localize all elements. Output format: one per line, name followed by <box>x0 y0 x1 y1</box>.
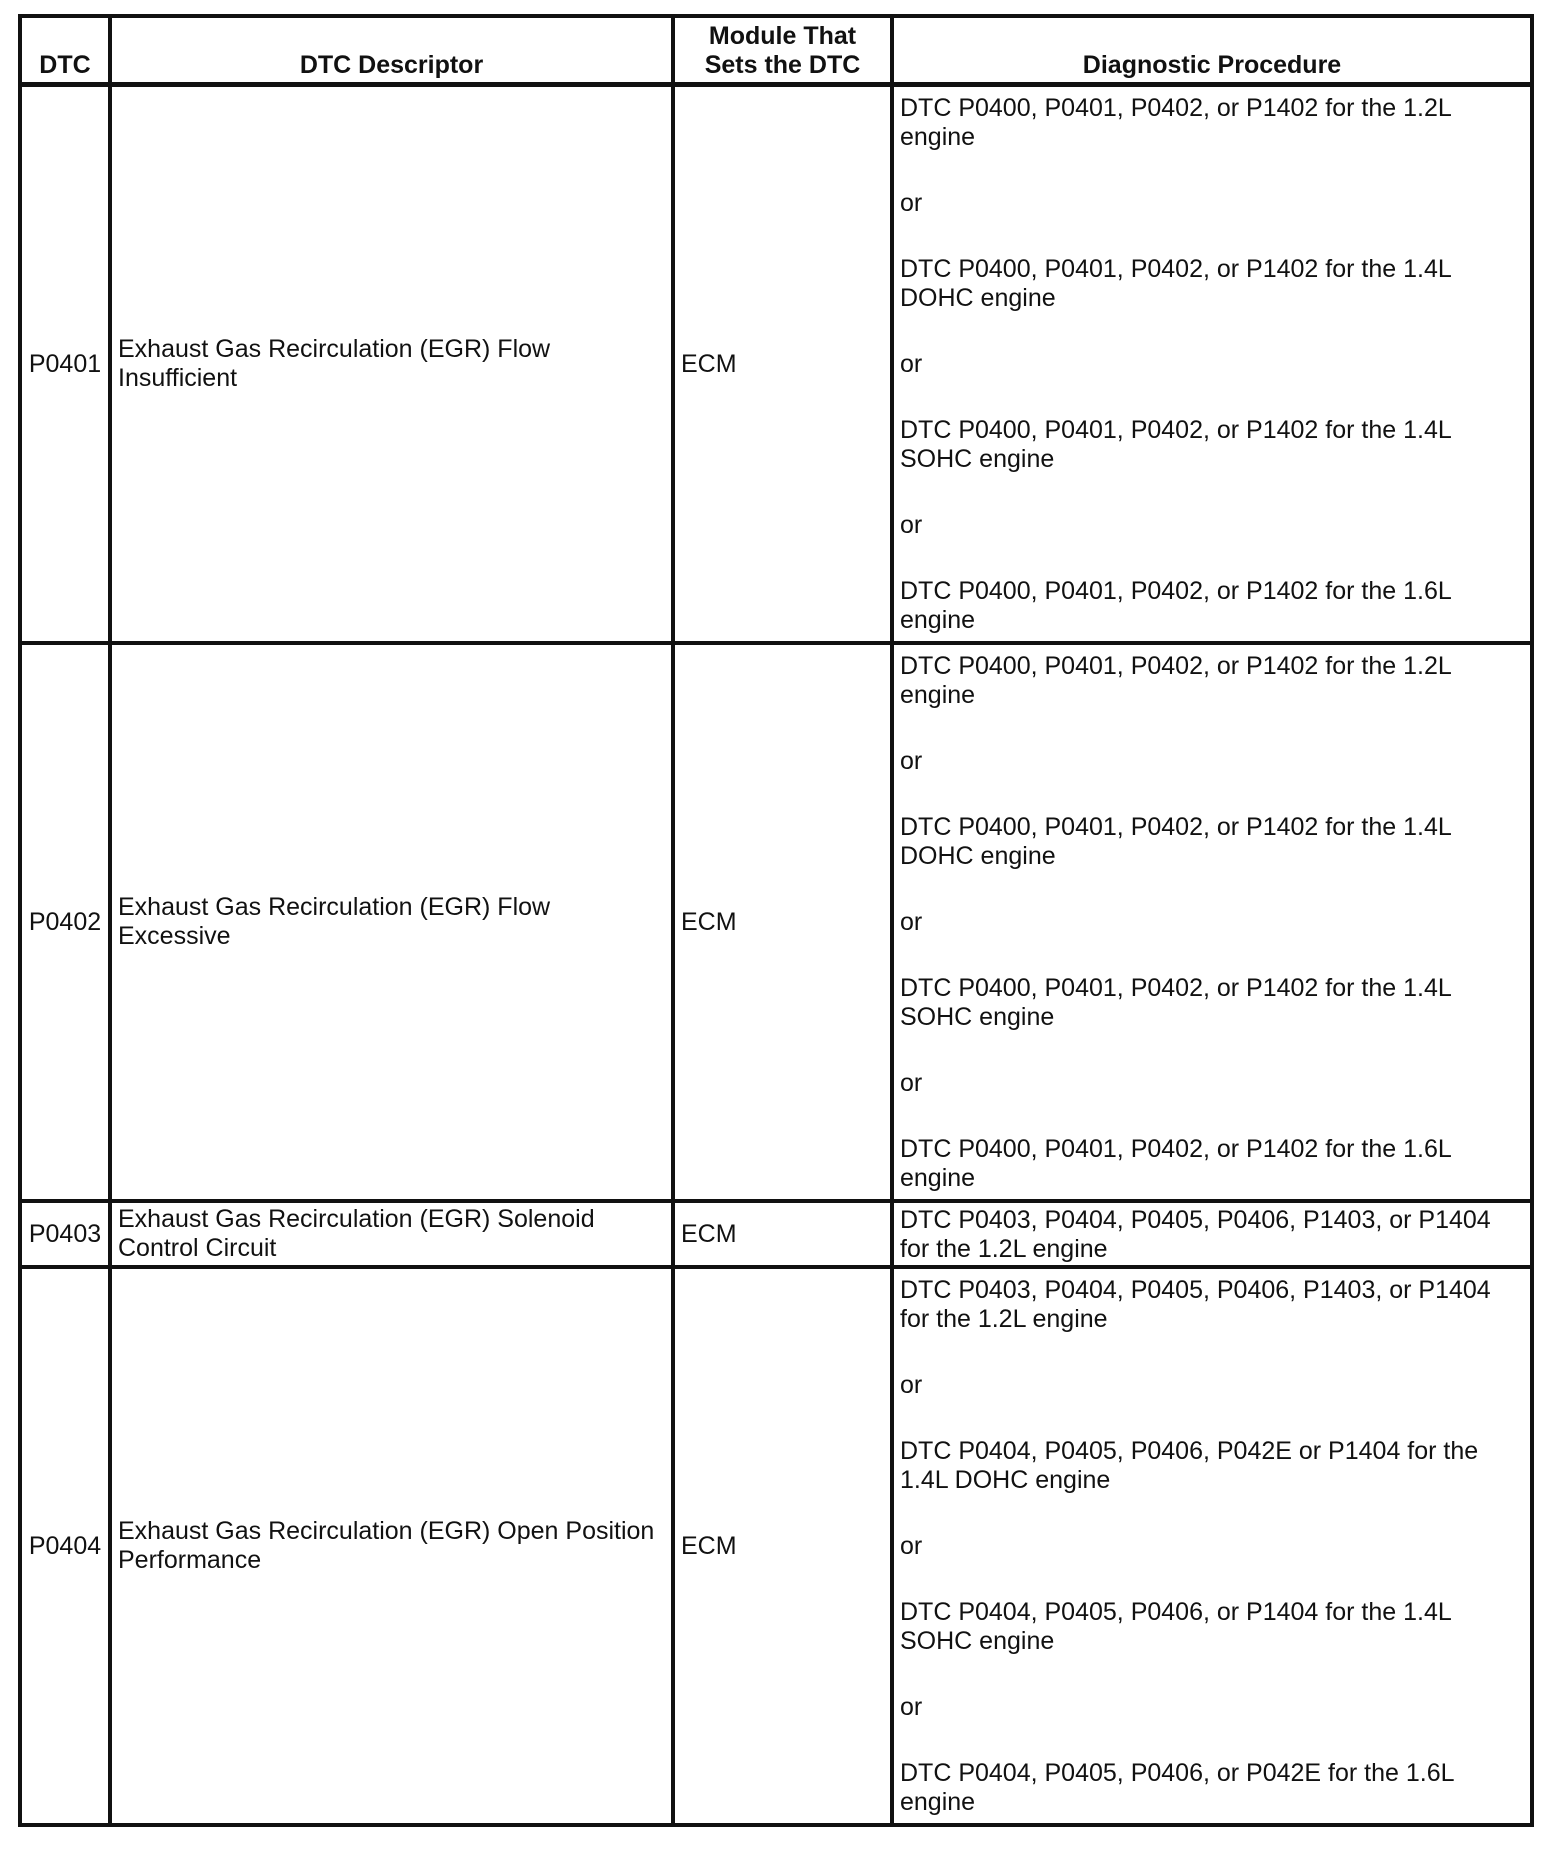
or-separator: or <box>900 1068 923 1097</box>
or-separator: or <box>900 907 923 936</box>
dtc-table <box>18 14 1534 1827</box>
or-separator: or <box>900 188 923 217</box>
or-separator: or <box>900 1692 923 1721</box>
procedure-link[interactable]: DTC P0404, P0405, P0406, P042E or P1404 for the 1.4L DOHC engine <box>900 1436 1479 1494</box>
procedure-link[interactable]: DTC P0403, P0404, P0405, P0406, P1403, or P1404 for the 1.2L engine <box>900 1275 1491 1333</box>
header-descriptor: DTC Descriptor <box>110 16 673 85</box>
procedure-link[interactable]: DTC P0400, P0401, P0402, or P1402 for the 1.4L DOHC engine <box>900 254 1451 312</box>
header-procedure: Diagnostic Procedure <box>892 16 1532 85</box>
procedure-link[interactable]: DTC P0400, P0401, P0402, or P1402 for the 1.6L engine <box>900 1134 1451 1192</box>
dtc-code-cell: P0402 <box>20 643 110 1201</box>
procedure-cell <box>892 1201 1532 1267</box>
module-cell: ECM <box>673 1201 892 1267</box>
procedure-link[interactable]: DTC P0403, P0404, P0405, P0406, P1403, or P1404 for the 1.2L engine <box>900 1206 1491 1263</box>
procedure-link[interactable]: DTC P0400, P0401, P0402, or P1402 for the 1.4L SOHC engine <box>900 973 1451 1031</box>
module-cell: ECM <box>673 1267 892 1825</box>
procedure-cell <box>892 85 1532 644</box>
or-separator: or <box>900 349 923 378</box>
table-row <box>20 1201 1532 1267</box>
procedure-link[interactable]: DTC P0400, P0401, P0402, or P1402 for the 1.2L engine <box>900 93 1451 151</box>
descriptor-cell: Exhaust Gas Recirculation (EGR) Flow Insufficient <box>110 85 673 644</box>
or-separator: or <box>900 746 923 775</box>
procedure-link[interactable]: DTC P0404, P0405, P0406, or P042E for the 1.6L engine <box>900 1758 1454 1816</box>
header-dtc: DTC <box>20 16 110 85</box>
module-cell: ECM <box>673 85 892 644</box>
procedure-cell <box>892 643 1532 1201</box>
header-module-line1: Module That <box>708 22 857 50</box>
procedure-cell <box>892 1267 1532 1825</box>
procedure-link[interactable]: DTC P0400, P0401, P0402, or P1402 for the 1.4L DOHC engine <box>900 812 1451 870</box>
table-row <box>20 1267 1532 1825</box>
module-cell: ECM <box>673 643 892 1201</box>
table-row <box>20 643 1532 1201</box>
table-row <box>20 85 1532 644</box>
procedure-link[interactable]: DTC P0400, P0401, P0402, or P1402 for the 1.2L engine <box>900 651 1451 709</box>
dtc-code-cell: P0404 <box>20 1267 110 1825</box>
dtc-code-cell: P0403 <box>20 1201 110 1267</box>
or-separator: or <box>900 510 923 539</box>
procedure-link[interactable]: DTC P0404, P0405, P0406, or P1404 for the 1.4L SOHC engine <box>900 1597 1451 1655</box>
dtc-code-cell: P0401 <box>20 85 110 644</box>
descriptor-cell: Exhaust Gas Recirculation (EGR) Open Position Performance <box>110 1267 673 1825</box>
procedure-link[interactable]: DTC P0400, P0401, P0402, or P1402 for the 1.4L SOHC engine <box>900 415 1451 473</box>
header-module-line2: Sets the DTC <box>704 51 861 79</box>
descriptor-cell: Exhaust Gas Recirculation (EGR) Solenoid Control Circuit <box>110 1201 673 1267</box>
header-module <box>673 16 892 85</box>
procedure-link[interactable]: DTC P0400, P0401, P0402, or P1402 for the 1.6L engine <box>900 576 1451 634</box>
header-row <box>20 16 1532 85</box>
or-separator: or <box>900 1531 923 1560</box>
or-separator: or <box>900 1370 923 1399</box>
descriptor-cell: Exhaust Gas Recirculation (EGR) Flow Excessive <box>110 643 673 1201</box>
